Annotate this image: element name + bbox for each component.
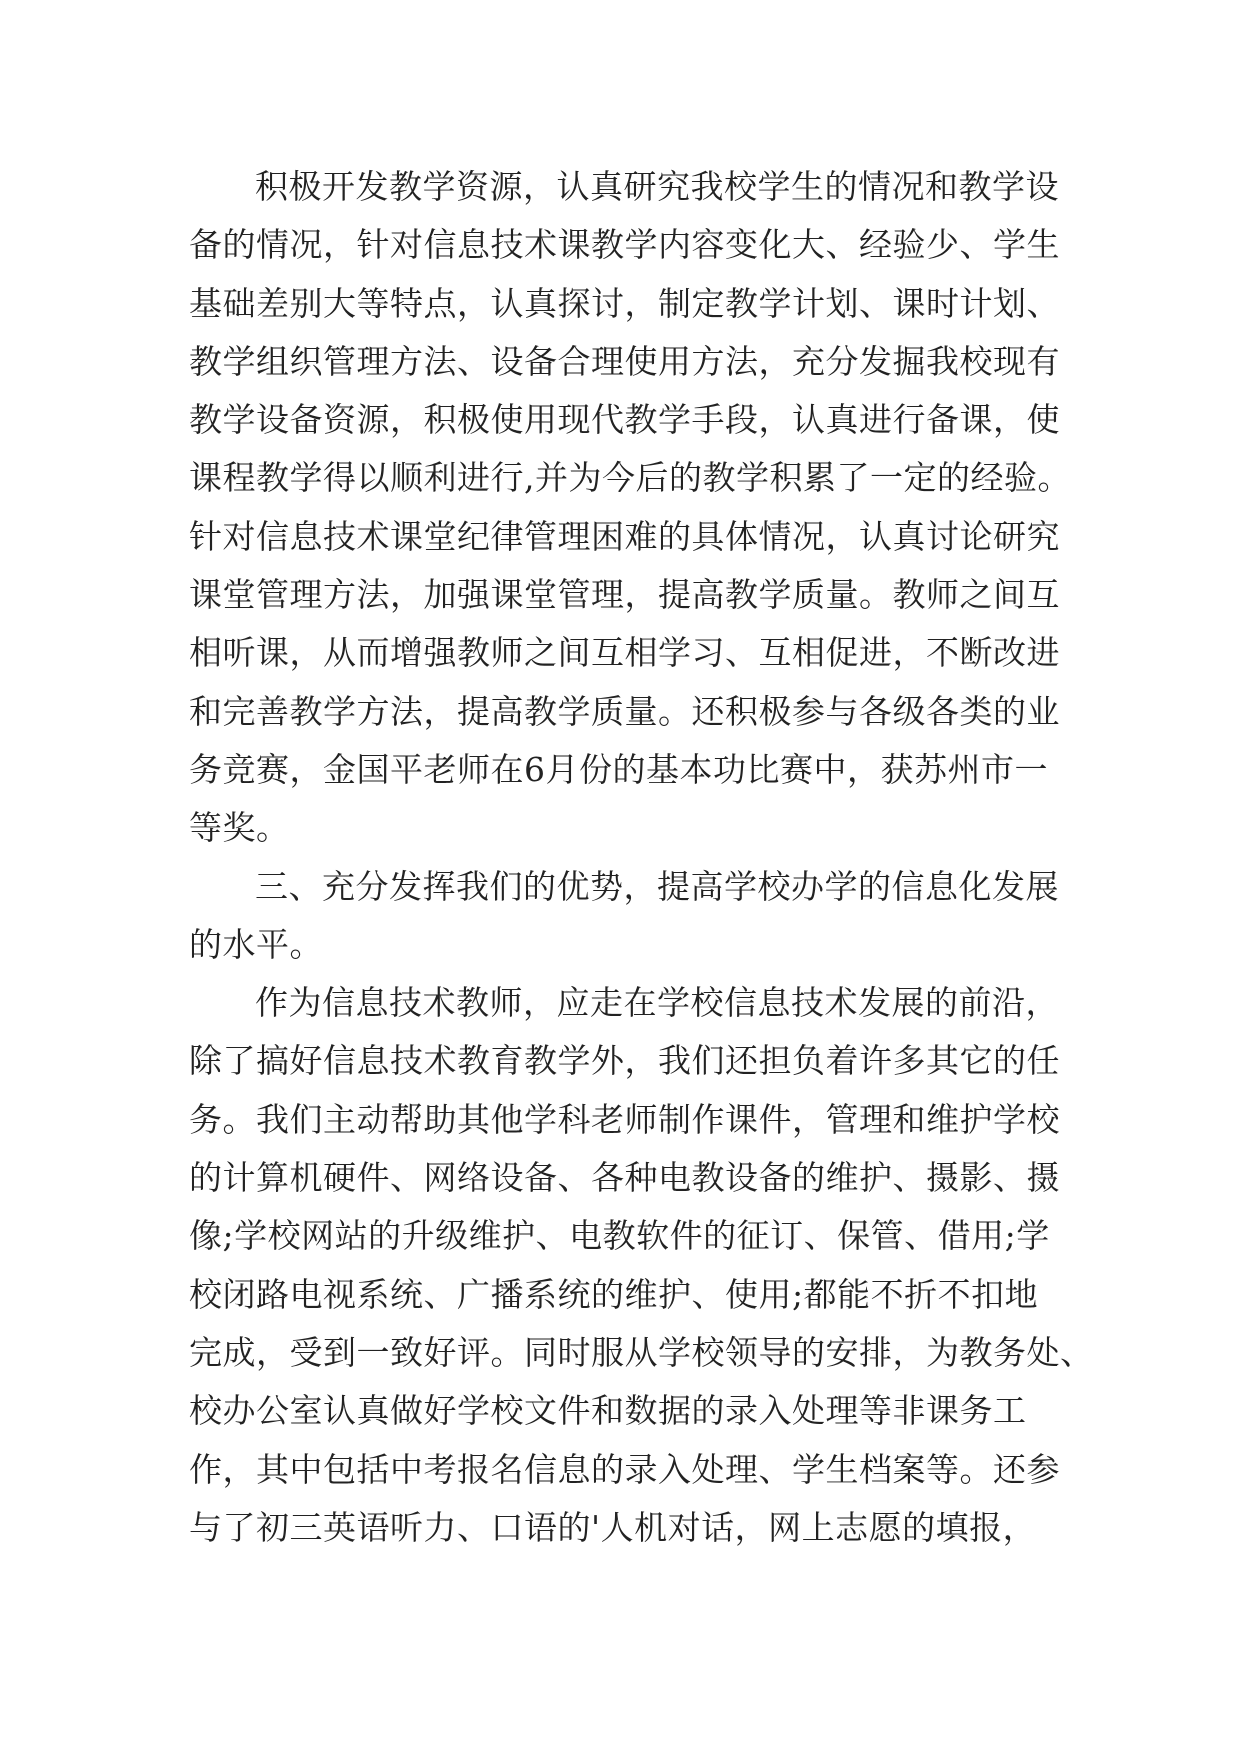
text-line: 除了搞好信息技术教育教学外，我们还担负着许多其它的任 [189,1041,1060,1081]
section-heading-line: 三、充分发挥我们的优势，提高学校办学的信息化发展 [255,866,1059,906]
text-line: 课堂管理方法，加强课堂管理，提高教学质量。教师之间互 [189,575,1060,615]
text-line: 务竞赛，金国平老师在6月份的基本功比赛中，获苏州市一 [189,749,1048,789]
text-line: 的计算机硬件、网络设备、各种电教设备的维护、摄影、摄 [189,1158,1060,1198]
text-line: 教学设备资源，积极使用现代教学手段，认真进行备课，使 [189,400,1060,440]
text-line: 备的情况，针对信息技术课教学内容变化大、经验少、学生 [189,225,1060,265]
text-line: 校闭路电视系统、广播系统的维护、使用;都能不折不扣地 [189,1274,1039,1314]
text-line: 和完善教学方法，提高教学质量。还积极参与各级各类的业 [189,691,1060,731]
text-line: 基础差别大等特点，认真探讨，制定教学计划、课时计划、 [189,283,1060,323]
text-line: 积极开发教学资源，认真研究我校学生的情况和教学设 [255,167,1059,206]
text-line: 相听课，从而增强教师之间互相学习、互相促进，不断改进 [189,633,1060,673]
text-line: 等奖。 [189,808,290,848]
text-line: 校办公室认真做好学校文件和数据的录入处理等非课务工 [189,1391,1027,1431]
text-line: 教学组织管理方法、设备合理使用方法，充分发掘我校现有 [189,341,1060,381]
text-line: 课程教学得以顺利进行,并为今后的教学积累了一定的经验。 [189,458,1071,498]
section-heading-line: 的水平。 [189,924,323,964]
text-line: 完成，受到一致好评。同时服从学校领导的安排，为教务处、 [189,1332,1094,1372]
text-line: 针对信息技术课堂纪律管理困难的具体情况，认真讨论研究 [189,516,1060,556]
text-line: 作为信息技术教师，应走在学校信息技术发展的前沿， [255,983,1059,1023]
document-body [189,158,1094,1557]
text-line: 与了初三英语听力、口语的'人机对话，网上志愿的填报， [189,1507,1037,1547]
text-line: 务。我们主动帮助其他学科老师制作课件，管理和维护学校 [189,1099,1060,1139]
text-line: 像;学校网站的升级维护、电教软件的征订、保管、借用;学 [189,1216,1050,1256]
text-line: 作，其中包括中考报名信息的录入处理、学生档案等。还参 [189,1449,1060,1489]
